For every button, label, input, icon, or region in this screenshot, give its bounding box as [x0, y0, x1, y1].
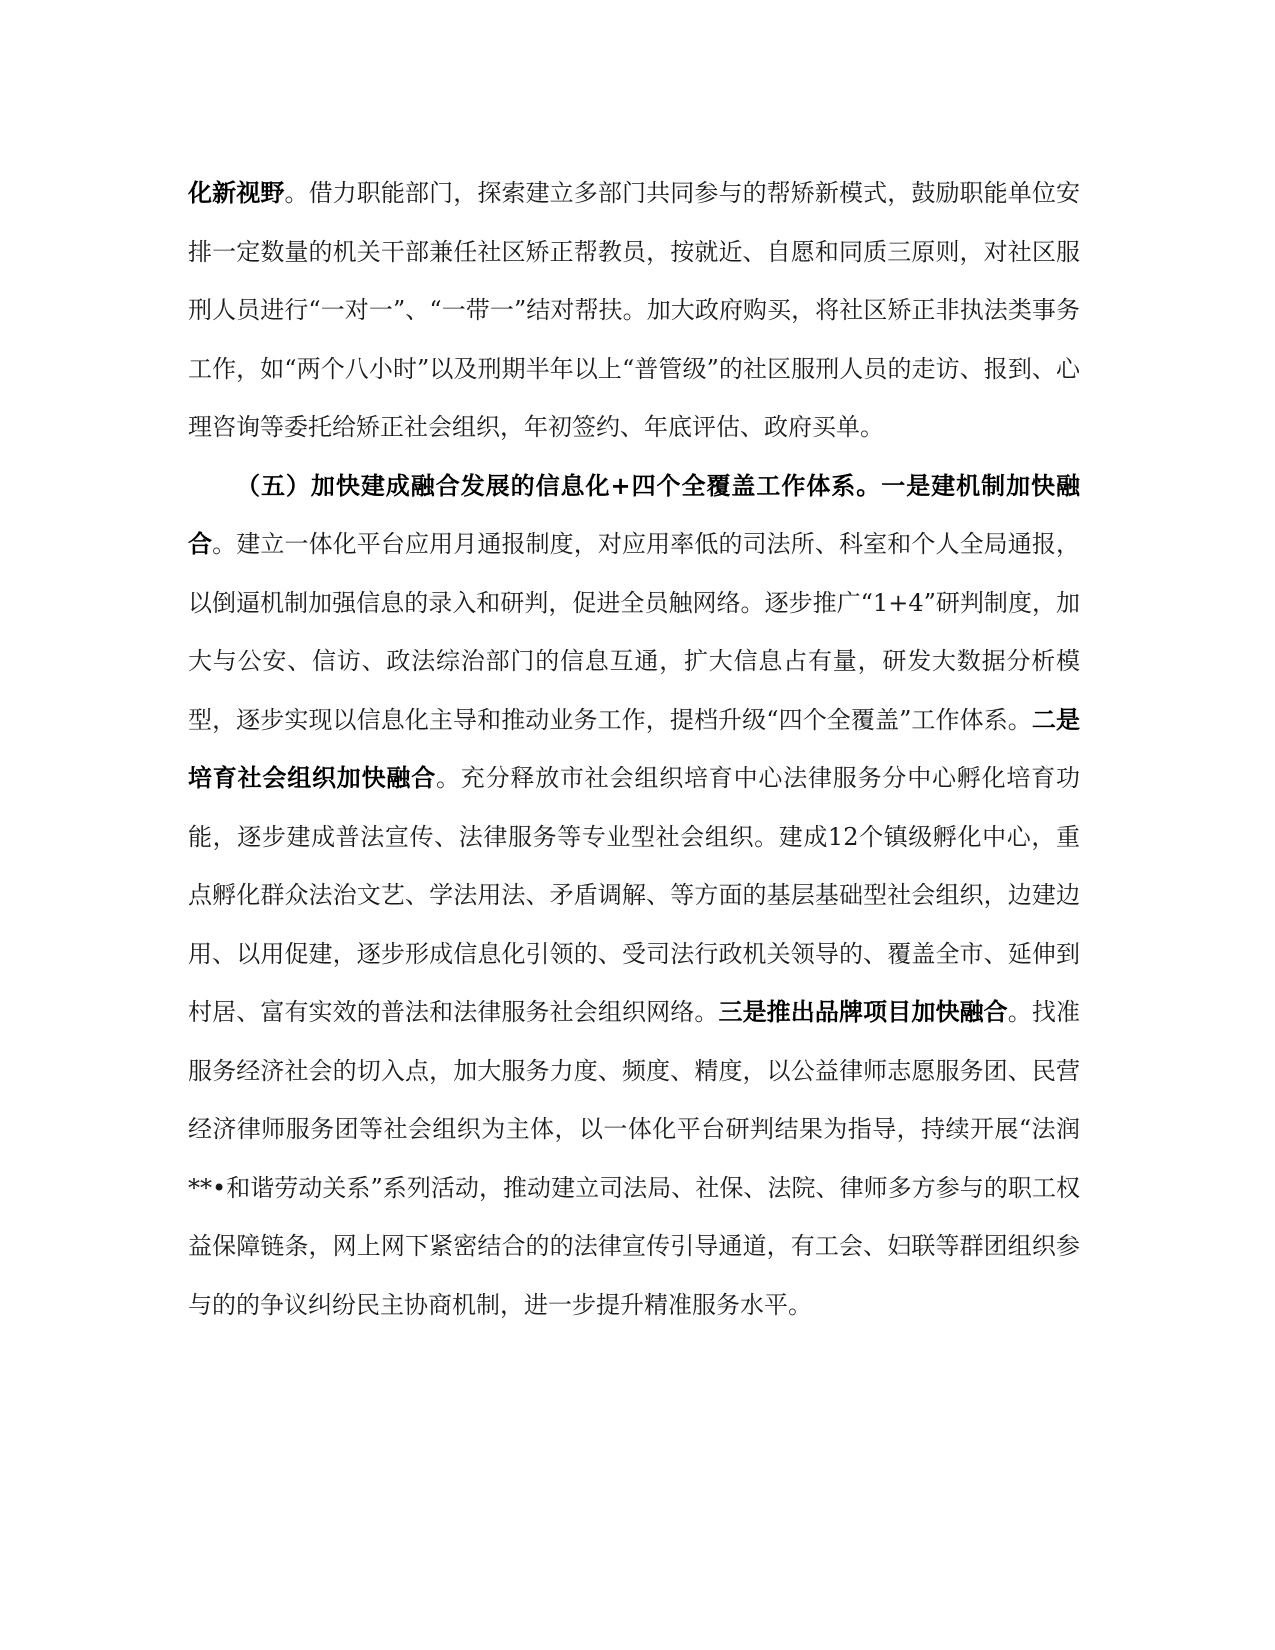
section-five-title: （五）加快建成融合发展的信息化+四个全覆盖工作体系。 — [236, 470, 882, 500]
paragraph-1-text: 。借力职能部门，探索建立多部门共同参与的帮矫新模式，鼓励职能单位安排一定数量的机关干部兼任社区矫正帮教员，按就近、自愿和同质三原则，对社区服刑人员进行“一对一”、“一带一”结对帮扶。加大政府购买，将社区矫正非执法类事务工作，如“两个八小时”以及刑期半年以上“普管级”的社区服刑人员的走访、报到、心理咨询等委托给矫正社会组织，年初签约、年底评估、政府买单。 — [188, 179, 1081, 441]
point-1-heading: 一是建机制加快融合 — [188, 470, 1080, 558]
paragraph-continued — [188, 164, 1080, 457]
point-3-text: 。找准服务经济社会的切入点，加大服务力度、频度、精度，以公益律师志愿服务团、民营经济律师服务团等社会组织为主体，以一体化平台研判结果为指导，持续开展“法润**•和谐劳动关系”系列活动，推动建立司法局、社保、法院、律师多方参与的职工权益保障链条，网上网下紧密结合的的法律宣传引导通道，有工会、妇联等群团组织参与的的争议纠纷民主协商机制，进一步提升精准服务水平。 — [188, 998, 1081, 1319]
point-2-text: 。充分释放市社会组织培育中心法律服务分中心孵化培育功能，逐步建成普法宣传、法律服务等专业型社会组织。建成12个镇级孵化中心，重点孵化群众法治文艺、学法用法、矛盾调解、等方面的基层基础型社会组织，边建边用、以用促建，逐步形成信息化引领的、受司法行政机关领导的、覆盖全市、延伸到村居、富有实效的普法和法律服务社会组织网络。 — [188, 764, 1080, 1026]
point-1-text: 。建立一体化平台应用月通报制度，对应用率低的司法所、科室和个人全局通报，以倒逼机制加强信息的录入和研判，促进全员触网络。逐步推广“1+4”研判制度，加大与公安、信访、政法综治部门的信息互通，扩大信息占有量，研发大数据分析模型，逐步实现以信息化主导和推动业务工作，提档升级“四个全覆盖”工作体系。 — [188, 530, 1081, 734]
paragraph-1-heading: 化新视野 — [188, 178, 285, 207]
paragraph-section-five — [188, 457, 1080, 1335]
document-body — [188, 164, 1080, 1334]
point-2-heading: 二是培育社会组织加快融合 — [188, 704, 1080, 792]
point-3-heading: 三是推出品牌项目加快融合 — [718, 997, 1008, 1026]
